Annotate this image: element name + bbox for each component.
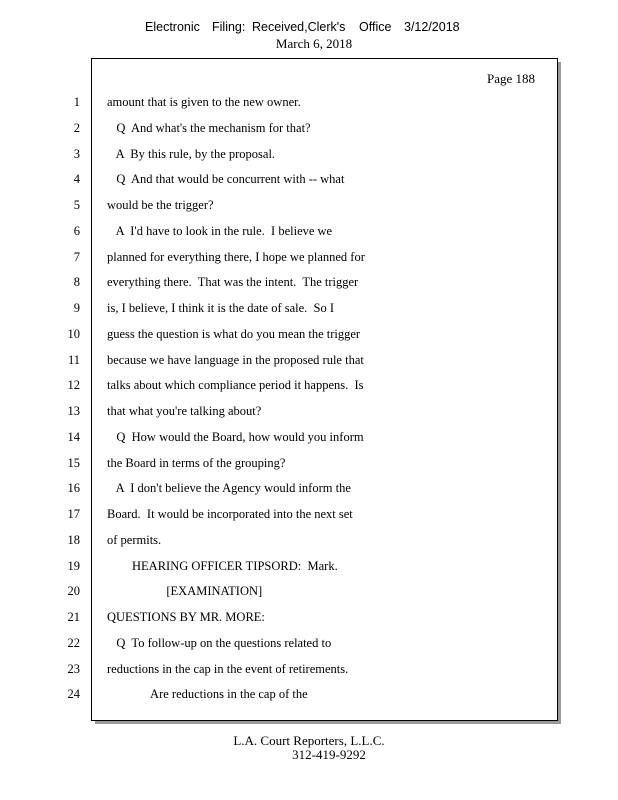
line-text: A I'd have to look in the rule. I believe we — [107, 224, 333, 238]
line-text: guess the question is what do you mean the trigger — [107, 327, 361, 341]
line-number: 18 — [67, 533, 80, 547]
line-text: Q And that would be concurrent with -- what — [107, 172, 345, 186]
line-number: 7 — [73, 250, 80, 264]
filing-word: Filing: — [212, 20, 246, 34]
line-text: Q To follow-up on the questions related to — [107, 636, 332, 650]
line-text: the Board in terms of the grouping? — [107, 456, 286, 470]
filing-word: Electronic — [145, 20, 200, 34]
filing-stamp — [0, 20, 618, 36]
line-number: 5 — [73, 198, 80, 212]
filing-word: Received,Clerk's — [252, 20, 346, 34]
line-number: 11 — [67, 353, 80, 367]
line-number: 2 — [73, 121, 80, 135]
line-text: would be the trigger? — [107, 198, 214, 212]
line-text: amount that is given to the new owner. — [107, 95, 301, 109]
line-text: that what you're talking about? — [107, 404, 262, 418]
frame-shadow-bottom — [95, 721, 561, 724]
line-number: 20 — [67, 584, 80, 598]
line-number: 4 — [73, 172, 80, 186]
line-text: is, I believe, I think it is the date of sale. So I — [107, 301, 335, 315]
line-text: reductions in the cap in the event of retirements. — [107, 662, 349, 676]
line-number: 10 — [67, 327, 80, 341]
line-number: 17 — [67, 507, 80, 521]
line-number: 9 — [73, 301, 80, 315]
line-number: 22 — [67, 636, 80, 650]
filing-word: 3/12/2018 — [404, 20, 460, 34]
line-number: 12 — [67, 378, 80, 392]
line-text: [EXAMINATION] — [107, 584, 263, 598]
footer-company: L.A. Court Reporters, L.L.C. — [233, 733, 385, 748]
header-date: March 6, 2018 — [275, 36, 353, 51]
line-number: 19 — [67, 559, 80, 573]
line-text: Board. It would be incorporated into the next set — [107, 507, 353, 521]
line-number: 15 — [67, 456, 80, 470]
line-text: everything there. That was the intent. The trigger — [107, 275, 359, 289]
line-text: HEARING OFFICER TIPSORD: Mark. — [107, 559, 338, 573]
line-text: planned for everything there, I hope we planned for — [107, 250, 365, 264]
line-number: 23 — [67, 662, 80, 676]
line-text: Are reductions in the cap of the — [107, 687, 308, 701]
line-text: because we have language in the proposed rule that — [107, 353, 364, 367]
page-number: Page 188 — [487, 71, 536, 86]
line-number: 16 — [67, 481, 80, 495]
line-number: 3 — [73, 147, 80, 161]
line-number: 1 — [73, 95, 80, 109]
line-text: talks about which compliance period it happens. Is — [107, 378, 364, 392]
line-text: QUESTIONS BY MR. MORE: — [107, 610, 265, 624]
line-text: A I don't believe the Agency would inform the — [107, 481, 351, 495]
line-text: Q And what's the mechanism for that? — [107, 121, 311, 135]
line-number: 6 — [73, 224, 80, 238]
line-number: 8 — [73, 275, 80, 289]
line-number: 24 — [67, 687, 80, 701]
footer-phone: 312-419-9292 — [292, 747, 366, 762]
line-number: 13 — [67, 404, 80, 418]
filing-word: Office — [359, 20, 392, 34]
line-text: of permits. — [107, 533, 162, 547]
line-number: 21 — [67, 610, 80, 624]
line-number: 14 — [67, 430, 80, 444]
line-text: Q How would the Board, how would you inform — [107, 430, 364, 444]
frame-shadow-right — [558, 62, 561, 724]
line-text: A By this rule, by the proposal. — [107, 147, 276, 161]
